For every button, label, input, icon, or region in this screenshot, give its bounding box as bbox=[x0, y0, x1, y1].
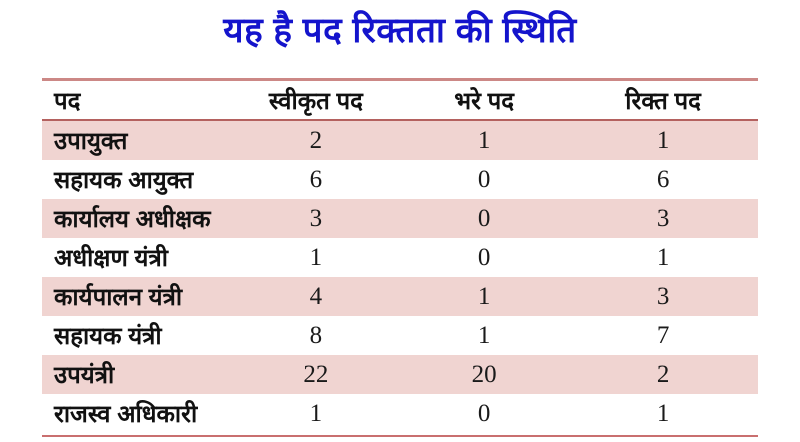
column-header-sanctioned: स्वीकृत पद bbox=[268, 87, 363, 115]
vacant-count: 3 bbox=[656, 282, 670, 310]
filled-count: 0 bbox=[477, 243, 491, 271]
sanctioned-count: 4 bbox=[309, 282, 323, 310]
table-body bbox=[42, 121, 758, 433]
table-row bbox=[42, 199, 758, 238]
sanctioned-count: 1 bbox=[309, 243, 323, 271]
table-bottom-divider bbox=[42, 435, 758, 437]
table-row bbox=[42, 238, 758, 277]
filled-count: 20 bbox=[471, 360, 497, 388]
vacant-count: 2 bbox=[656, 360, 670, 388]
post-name: सहायक यंत्री bbox=[54, 323, 162, 350]
vacant-count: 1 bbox=[656, 399, 670, 427]
column-header-filled: भरे पद bbox=[454, 87, 514, 115]
filled-count: 0 bbox=[477, 165, 491, 193]
table-row bbox=[42, 316, 758, 355]
post-name: सहायक आयुक्त bbox=[54, 167, 194, 194]
vacancy-table bbox=[42, 78, 758, 437]
filled-count: 0 bbox=[477, 204, 491, 232]
filled-count: 1 bbox=[477, 126, 491, 154]
table-row bbox=[42, 121, 758, 160]
post-name: अधीक्षण यंत्री bbox=[54, 245, 168, 272]
sanctioned-count: 1 bbox=[309, 399, 323, 427]
table-row bbox=[42, 277, 758, 316]
post-name: उपयंत्री bbox=[54, 362, 115, 389]
page-title: यह है पद रिक्तता की स्थिति bbox=[223, 11, 577, 50]
sanctioned-count: 8 bbox=[309, 321, 323, 349]
filled-count: 1 bbox=[477, 282, 491, 310]
sanctioned-count: 22 bbox=[303, 360, 329, 388]
post-name: राजस्व अधिकारी bbox=[54, 401, 198, 428]
column-header-vacant: रिक्त पद bbox=[625, 87, 701, 115]
vacant-count: 3 bbox=[656, 204, 670, 232]
filled-count: 1 bbox=[477, 321, 491, 349]
post-name: कार्यालय अधीक्षक bbox=[54, 206, 211, 233]
sanctioned-count: 2 bbox=[309, 126, 323, 154]
vacant-count: 6 bbox=[656, 165, 670, 193]
sanctioned-count: 6 bbox=[309, 165, 323, 193]
table-row bbox=[42, 394, 758, 433]
table-row bbox=[42, 160, 758, 199]
post-name: कार्यपालन यंत्री bbox=[54, 284, 183, 311]
post-name: उपायुक्त bbox=[54, 128, 128, 155]
vacant-count: 1 bbox=[656, 243, 670, 271]
table-row bbox=[42, 355, 758, 394]
column-header-post: पद bbox=[54, 87, 81, 115]
table-header-row bbox=[42, 78, 758, 121]
vacant-count: 1 bbox=[656, 126, 670, 154]
filled-count: 0 bbox=[477, 399, 491, 427]
sanctioned-count: 3 bbox=[309, 204, 323, 232]
vacant-count: 7 bbox=[656, 321, 670, 349]
